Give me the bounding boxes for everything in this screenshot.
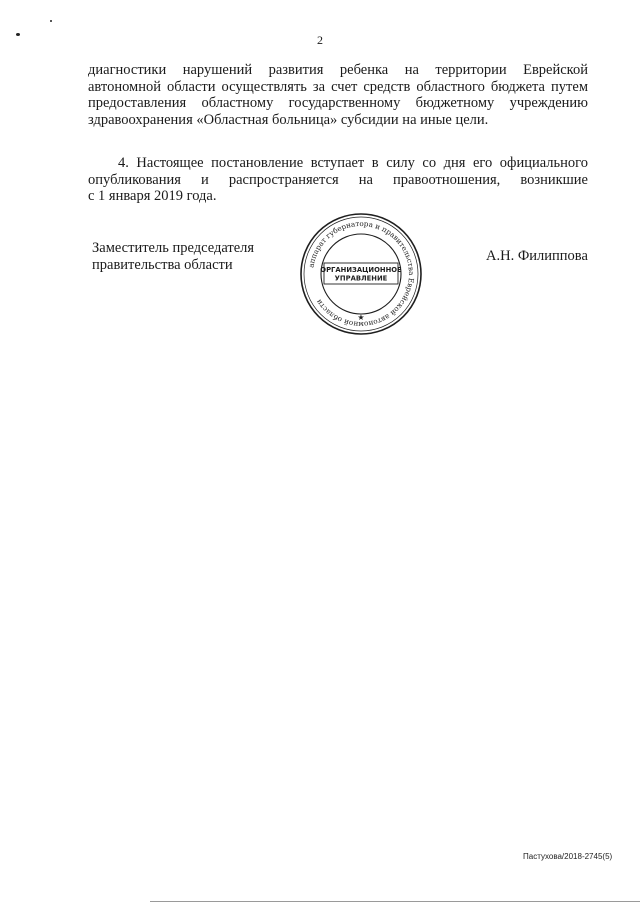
signatory-position bbox=[92, 240, 254, 274]
scan-edge-line bbox=[150, 901, 640, 902]
stamp-center-line: УПРАВЛЕНИЕ bbox=[334, 274, 388, 283]
document-code: Пастухова/2018-2745(5) bbox=[523, 852, 613, 861]
signatory-position-line: Заместитель председателя bbox=[92, 240, 255, 256]
page-number: 2 bbox=[317, 33, 323, 47]
paragraph-4 bbox=[88, 155, 588, 205]
paragraph-line: опубликования и распространяется на правоотношения, возникшие bbox=[88, 171, 588, 188]
paragraph-line: здравоохранения «Областная больница» субсидии на иные цели. bbox=[88, 111, 489, 128]
paragraph-line: автономной области осуществлять за счет средств областного бюджета путем bbox=[88, 78, 588, 95]
paragraph-line: предоставления областному государственному бюджетному учреждению bbox=[88, 95, 588, 111]
paragraph-line: 4. Настоящее постановление вступает в силу со дня его официального bbox=[118, 155, 588, 171]
scan-speck bbox=[50, 20, 52, 22]
signatory-position-line: правительства области bbox=[92, 257, 233, 273]
stamp-center-line: ОРГАНИЗАЦИОННОЕ bbox=[320, 266, 402, 274]
paragraph-3 bbox=[88, 62, 588, 128]
paragraph-line: с 1 января 2019 года. bbox=[88, 188, 217, 204]
stamp-star-icon: ★ bbox=[357, 313, 365, 322]
official-stamp bbox=[299, 212, 423, 336]
stamp-ring-text: аппарат губернатора и правительства Еврейской автономной области bbox=[306, 218, 417, 330]
signatory-name: А.Н. Филиппова bbox=[486, 248, 588, 264]
paragraph-line: диагностики нарушений развития ребенка на территории Еврейской bbox=[88, 62, 588, 78]
